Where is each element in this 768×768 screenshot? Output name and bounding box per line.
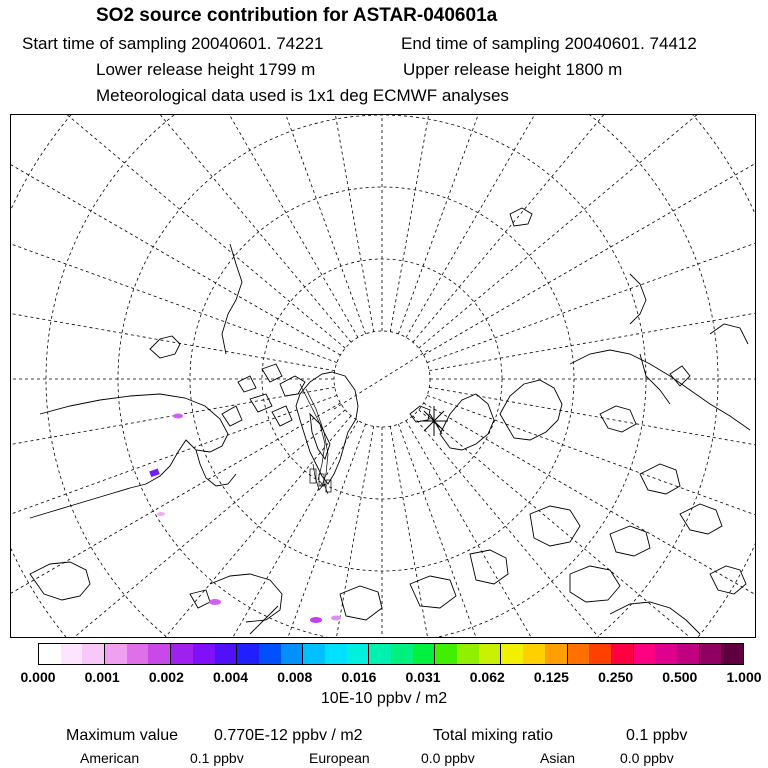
colorbar-swatch bbox=[193, 644, 215, 664]
colorbar-tick-label: 0.000 bbox=[20, 669, 56, 685]
colorbar-swatch bbox=[61, 644, 83, 664]
colorbar-swatch bbox=[721, 644, 743, 664]
colorbar-swatch bbox=[39, 644, 61, 664]
colorbar-swatch bbox=[303, 644, 325, 664]
colorbar-swatch bbox=[369, 644, 391, 664]
region-american-name: American bbox=[80, 750, 140, 766]
colorbar-tick-label: 0.008 bbox=[277, 669, 313, 685]
region-american-value: 0.1 ppbv bbox=[190, 750, 244, 766]
colorbar-tick-label: 0.062 bbox=[469, 669, 505, 685]
colorbar-swatch bbox=[391, 644, 413, 664]
colorbar-tick-label: 0.125 bbox=[533, 669, 569, 685]
colorbar-swatch bbox=[127, 644, 149, 664]
colorbar-tick-label: 0.001 bbox=[84, 669, 120, 685]
colorbar-swatch bbox=[105, 644, 127, 664]
colorbar-swatch bbox=[634, 644, 656, 664]
colorbar-tick-label: 0.250 bbox=[598, 669, 634, 685]
colorbar-swatch bbox=[215, 644, 238, 664]
colorbar-swatch bbox=[700, 644, 722, 664]
max-value-label: Maximum value bbox=[66, 727, 179, 744]
colorbar-swatch bbox=[259, 644, 281, 664]
colorbar-swatch bbox=[237, 644, 259, 664]
met-data-label: Meteorological data used is 1x1 deg ECMWF analyses bbox=[96, 86, 509, 105]
colorbar-swatch bbox=[611, 644, 634, 664]
colorbar-swatch bbox=[545, 644, 568, 664]
colorbar-swatch bbox=[148, 644, 171, 664]
colorbar-swatch bbox=[457, 644, 479, 664]
colorbar-tick-label: 0.004 bbox=[213, 669, 249, 685]
colorbar-swatch bbox=[501, 644, 523, 664]
colorbar-swatch bbox=[479, 644, 502, 664]
end-time-label: End time of sampling 20040601. 74412 bbox=[401, 34, 697, 53]
map-frame bbox=[11, 115, 756, 638]
colorbar-swatch bbox=[677, 644, 700, 664]
colorbar-swatch bbox=[281, 644, 304, 664]
chart-title: SO2 source contribution for ASTAR-040601a bbox=[96, 5, 498, 26]
max-value: 0.770E-12 ppbv / m2 bbox=[214, 727, 363, 744]
region-european-name: European bbox=[309, 750, 370, 766]
colorbar-swatch bbox=[435, 644, 457, 664]
colorbar-tick-label: 0.031 bbox=[405, 669, 441, 685]
start-time-label: Start time of sampling 20040601. 74221 bbox=[22, 34, 324, 53]
colorbar bbox=[38, 643, 744, 665]
colorbar-swatch bbox=[171, 644, 193, 664]
total-mixing-value: 0.1 ppbv bbox=[626, 727, 688, 744]
colorbar-tick-label: 0.016 bbox=[341, 669, 377, 685]
colorbar-swatch bbox=[325, 644, 347, 664]
colorbar-swatch bbox=[589, 644, 611, 664]
colorbar-swatch bbox=[568, 644, 590, 664]
region-asian-name: Asian bbox=[540, 750, 576, 766]
region-european-value: 0.0 ppbv bbox=[421, 750, 475, 766]
colorbar-tick-label: 0.002 bbox=[148, 669, 184, 685]
colorbar-units: 10E-10 ppbv / m2 bbox=[320, 690, 448, 707]
upper-height-label: Upper release height 1800 m bbox=[403, 60, 623, 79]
colorbar-tick-label: 0.500 bbox=[662, 669, 698, 685]
lower-height-label: Lower release height 1799 m bbox=[96, 60, 316, 79]
colorbar-swatch bbox=[82, 644, 105, 664]
total-mixing-label: Total mixing ratio bbox=[433, 727, 554, 744]
colorbar-tick-label: 1.000 bbox=[726, 669, 762, 685]
polar-map bbox=[10, 114, 756, 638]
region-asian-value: 0.0 ppbv bbox=[620, 750, 674, 766]
colorbar-swatch bbox=[413, 644, 436, 664]
colorbar-swatch bbox=[655, 644, 677, 664]
colorbar-swatch bbox=[523, 644, 545, 664]
colorbar-swatch bbox=[347, 644, 370, 664]
